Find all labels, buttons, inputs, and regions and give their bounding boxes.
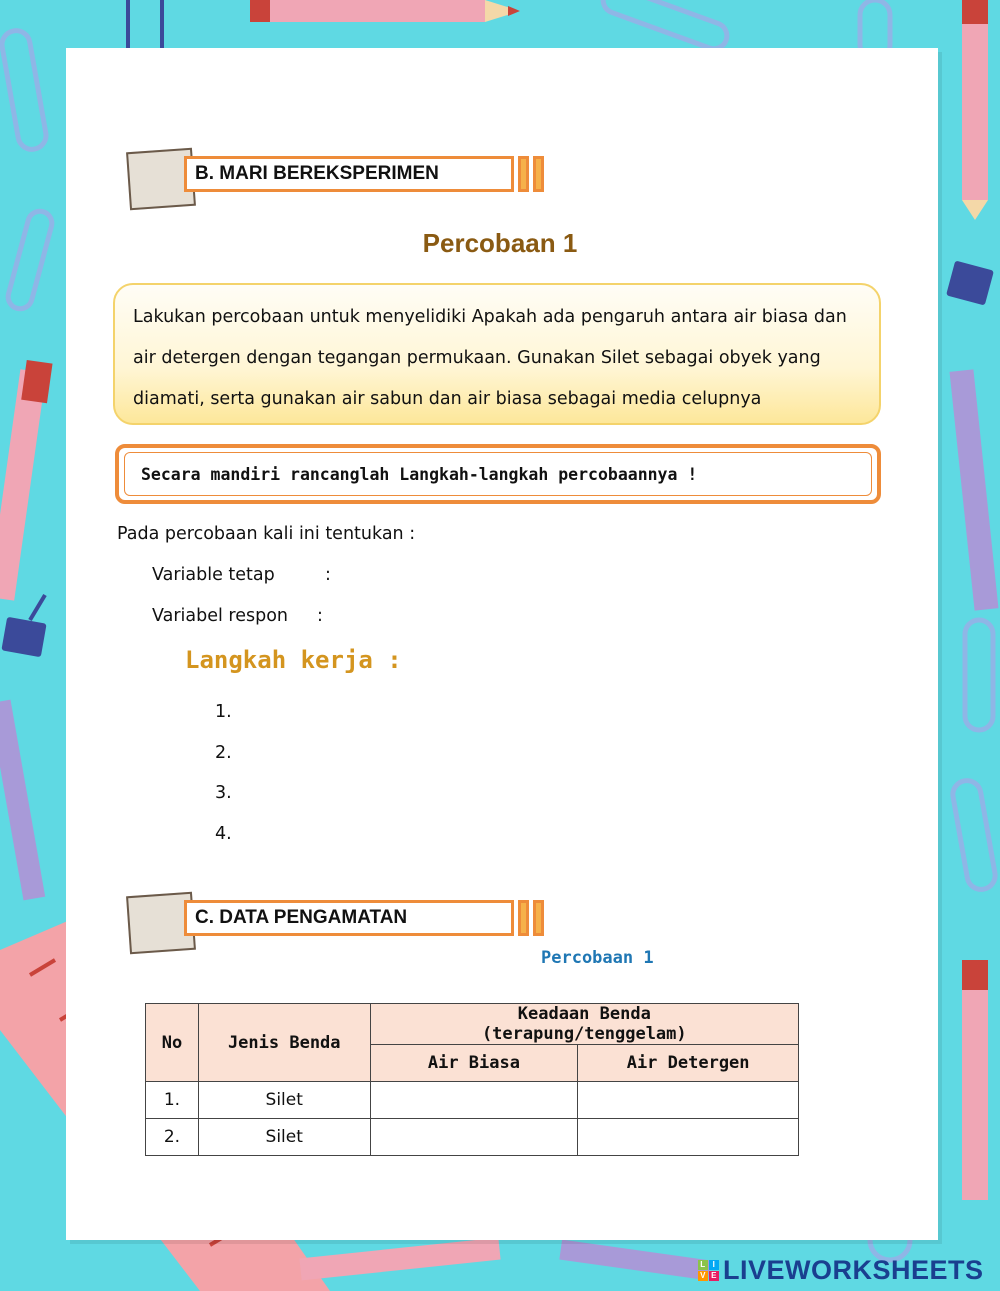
header-jenis-benda: Jenis Benda xyxy=(198,1004,370,1082)
pencil-bottom-icon xyxy=(299,1238,710,1281)
paperclip-left-icon xyxy=(0,28,55,311)
cell-air-biasa[interactable] xyxy=(370,1119,578,1156)
cell-jenis: Silet xyxy=(198,1119,370,1156)
instruction-box xyxy=(113,283,881,425)
cell-air-detergen[interactable] xyxy=(578,1082,799,1119)
banner-stripes xyxy=(518,900,548,936)
section-b-banner xyxy=(128,156,558,196)
header-keadaan-line1: Keadaan Benda xyxy=(517,1004,651,1024)
liveworksheets-logo[interactable] xyxy=(698,1255,984,1286)
liveworksheets-brand-text: LIVEWORKSHEETS xyxy=(723,1255,984,1285)
variable-tetap-label: Variable tetap xyxy=(152,565,275,585)
binder-clip-left-icon xyxy=(1,595,46,657)
pencil-purple-left-icon xyxy=(0,700,45,901)
instruction-line-2: air detergen dengan tegangan permukaan. Gunakan Silet sebagai obyek yang xyxy=(133,348,821,368)
steps-heading: Langkah kerja : xyxy=(185,646,402,674)
table-row xyxy=(146,1119,799,1156)
task-text: Secara mandiri rancanglah Langkah-langkah percobaannya ! xyxy=(124,452,872,496)
section-b-title: B. MARI BEREKSPERIMEN xyxy=(184,156,514,192)
variable-respon-colon: : xyxy=(317,606,323,626)
step-item: 3. xyxy=(215,783,232,803)
liveworksheets-logo-icon: L I V E xyxy=(698,1260,719,1281)
section-c-banner xyxy=(128,900,558,940)
instruction-line-1: Lakukan percobaan untuk menyelidiki Apakah ada pengaruh antara air biasa dan xyxy=(133,307,847,327)
banner-stripes xyxy=(518,156,548,192)
header-no: No xyxy=(146,1004,199,1082)
observation-table xyxy=(145,1003,799,1156)
step-item: 4. xyxy=(215,824,232,844)
header-air-detergen: Air Detergen xyxy=(578,1045,799,1082)
cell-jenis: Silet xyxy=(198,1082,370,1119)
cell-no: 2. xyxy=(146,1119,199,1156)
step-item: 2. xyxy=(215,743,232,763)
experiment-title: Percobaan 1 xyxy=(422,228,578,258)
pencil-top-icon xyxy=(250,0,520,22)
variable-tetap-colon: : xyxy=(325,565,331,585)
binder-clip-right-icon xyxy=(946,260,994,305)
header-air-biasa: Air Biasa xyxy=(370,1045,578,1082)
step-item: 1. xyxy=(215,702,232,722)
variable-respon-label: Variabel respon xyxy=(152,606,289,626)
cell-no: 1. xyxy=(146,1082,199,1119)
determine-intro: Pada percobaan kali ini tentukan : xyxy=(117,524,416,544)
table-row xyxy=(146,1082,799,1119)
pencil-left-icon xyxy=(0,360,53,601)
instruction-line-3: diamati, serta gunakan air sabun dan air biasa sebagai media celupnya xyxy=(133,389,762,409)
cell-air-biasa[interactable] xyxy=(370,1082,578,1119)
header-keadaan-benda xyxy=(370,1004,798,1045)
pencil-top-right-icon xyxy=(962,0,988,220)
task-box xyxy=(115,444,881,504)
header-keadaan-line2: (terapung/tenggelam) xyxy=(481,1024,687,1044)
cell-air-detergen[interactable] xyxy=(578,1119,799,1156)
section-c-title: C. DATA PENGAMATAN xyxy=(184,900,514,936)
table-subtitle: Percobaan 1 xyxy=(541,948,654,968)
